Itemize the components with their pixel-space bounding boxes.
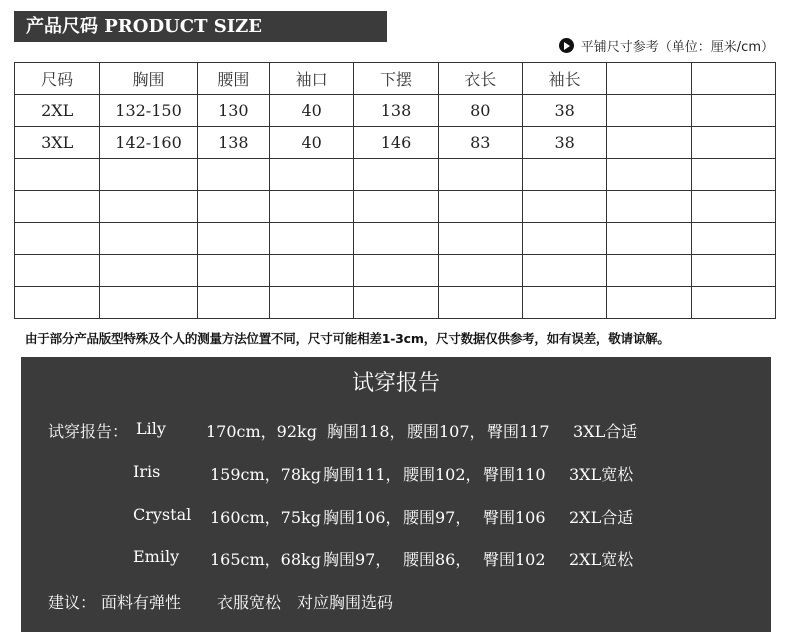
- report-title: 试穿报告: [351, 371, 440, 396]
- table-cell: [522, 255, 606, 287]
- section-title: 产品尺码 PRODUCT SIZE: [26, 16, 263, 37]
- table-cell: [522, 223, 606, 255]
- table-cell: [100, 159, 197, 191]
- table-row: [15, 223, 776, 255]
- table-cell: [354, 223, 438, 255]
- table-cell: [100, 191, 197, 223]
- table-cell: 83: [438, 127, 522, 159]
- tester-hip: 臀围106: [483, 508, 546, 527]
- table-row: [15, 95, 776, 127]
- tester-fit: 2XL合适: [569, 508, 634, 527]
- size-table: [14, 62, 776, 319]
- table-cell: [197, 191, 269, 223]
- table-cell: [269, 191, 353, 223]
- table-cell: 40: [269, 95, 353, 127]
- report-suggestion: [21, 590, 771, 612]
- table-cell: [197, 223, 269, 255]
- table-cell: [522, 159, 606, 191]
- tester-hip: 臀围102: [483, 550, 546, 569]
- table-cell: [15, 191, 100, 223]
- table-cell: [691, 287, 775, 319]
- table-header-cell: 衣长: [438, 63, 522, 95]
- table-cell: 40: [269, 127, 353, 159]
- report-label: 试穿报告：: [48, 422, 129, 441]
- table-row: [15, 191, 776, 223]
- table-cell: 38: [522, 127, 606, 159]
- table-cell: [607, 287, 691, 319]
- table-header-cell: [691, 63, 775, 95]
- tester-height-weight: 170cm，92kg: [206, 422, 317, 441]
- tester-hip: 臀围110: [483, 465, 546, 484]
- table-cell: [354, 255, 438, 287]
- table-cell: 138: [354, 95, 438, 127]
- disclaimer: 由于部分产品版型特殊及个人的测量方法位置不同，尺寸可能相差1-3cm，尺寸数据仅供参考，如有误差，敬请谅解。: [25, 331, 670, 346]
- table-cell: [438, 191, 522, 223]
- tester-waist: 腰围107，: [407, 422, 486, 441]
- table-cell: [691, 127, 775, 159]
- table-cell: 80: [438, 95, 522, 127]
- table-cell: [691, 95, 775, 127]
- table-cell: [100, 255, 197, 287]
- suggestion-text-2: 衣服宽松: [217, 593, 282, 612]
- tester-name: Crystal: [133, 505, 192, 524]
- table-cell: 132-150: [100, 95, 197, 127]
- suggestion-text-3: 对应胸围选码: [297, 593, 394, 612]
- table-row: [15, 287, 776, 319]
- table-cell: [607, 95, 691, 127]
- table-cell: [522, 191, 606, 223]
- tester-bust: 胸围111，: [323, 465, 402, 484]
- table-cell: 146: [354, 127, 438, 159]
- table-cell: [438, 159, 522, 191]
- table-header-cell: 袖长: [522, 63, 606, 95]
- report-row-2: [21, 462, 771, 484]
- suggestion-text: 面料有弹性: [101, 593, 182, 612]
- measure-note-text: 平铺尺寸参考（单位：厘米/cm）: [580, 40, 774, 55]
- table-cell: [15, 159, 100, 191]
- tester-bust: 胸围118，: [327, 422, 406, 441]
- table-cell: [522, 287, 606, 319]
- table-cell: [438, 223, 522, 255]
- section-header: [14, 11, 387, 42]
- fit-report-panel: [21, 357, 771, 632]
- table-cell: [691, 255, 775, 287]
- table-cell: [607, 191, 691, 223]
- table-header-cell: 下摆: [354, 63, 438, 95]
- table-cell: [15, 287, 100, 319]
- table-cell: [100, 287, 197, 319]
- tester-name: Emily: [133, 547, 180, 566]
- table-cell: [197, 159, 269, 191]
- tester-bust: 胸围97，: [323, 550, 392, 569]
- tester-fit: 2XL宽松: [569, 550, 634, 569]
- table-row: [15, 159, 776, 191]
- table-header-cell: [607, 63, 691, 95]
- table-cell: [691, 223, 775, 255]
- table-header-cell: 腰围: [197, 63, 269, 95]
- measure-note: [559, 36, 774, 55]
- table-cell: [269, 159, 353, 191]
- table-cell: 2XL: [15, 95, 100, 127]
- table-cell: [607, 223, 691, 255]
- table-cell: [354, 287, 438, 319]
- tester-fit: 3XL合适: [573, 422, 638, 441]
- table-header-cell: 尺码: [15, 63, 100, 95]
- table-header-row: [15, 63, 776, 95]
- table-cell: 142-160: [100, 127, 197, 159]
- table-header-cell: 胸围: [100, 63, 197, 95]
- tester-fit: 3XL宽松: [569, 465, 634, 484]
- table-cell: 130: [197, 95, 269, 127]
- table-cell: [354, 159, 438, 191]
- suggestion-label: 建议：: [48, 593, 97, 612]
- table-cell: [197, 255, 269, 287]
- tester-height-weight: 159cm，78kg: [210, 465, 321, 484]
- table-row: [15, 127, 776, 159]
- table-cell: [269, 287, 353, 319]
- table-cell: [15, 255, 100, 287]
- tester-bust: 胸围106，: [323, 508, 402, 527]
- tester-waist: 腰围102，: [403, 465, 482, 484]
- tester-hip: 臀围117: [487, 422, 550, 441]
- tester-height-weight: 160cm，75kg: [210, 508, 321, 527]
- table-cell: [691, 191, 775, 223]
- table-cell: [607, 255, 691, 287]
- table-header-cell: 袖口: [269, 63, 353, 95]
- tester-name: Iris: [133, 462, 161, 481]
- table-cell: [269, 223, 353, 255]
- tester-height-weight: 165cm，68kg: [210, 550, 321, 569]
- table-cell: 38: [522, 95, 606, 127]
- table-cell: [607, 127, 691, 159]
- table-cell: 3XL: [15, 127, 100, 159]
- table-cell: [691, 159, 775, 191]
- play-icon: [559, 38, 574, 53]
- table-cell: [15, 223, 100, 255]
- table-cell: [438, 255, 522, 287]
- table-cell: [438, 287, 522, 319]
- table-cell: [354, 191, 438, 223]
- report-row-4: [21, 547, 771, 569]
- tester-waist: 腰围97，: [403, 508, 472, 527]
- table-cell: 138: [197, 127, 269, 159]
- table-row: [15, 255, 776, 287]
- table-cell: [269, 255, 353, 287]
- tester-name: Lily: [136, 419, 166, 438]
- table-cell: [100, 223, 197, 255]
- table-cell: [197, 287, 269, 319]
- tester-waist: 腰围86，: [403, 550, 472, 569]
- table-cell: [607, 159, 691, 191]
- report-row-3: [21, 505, 771, 527]
- report-row-1: [21, 419, 771, 441]
